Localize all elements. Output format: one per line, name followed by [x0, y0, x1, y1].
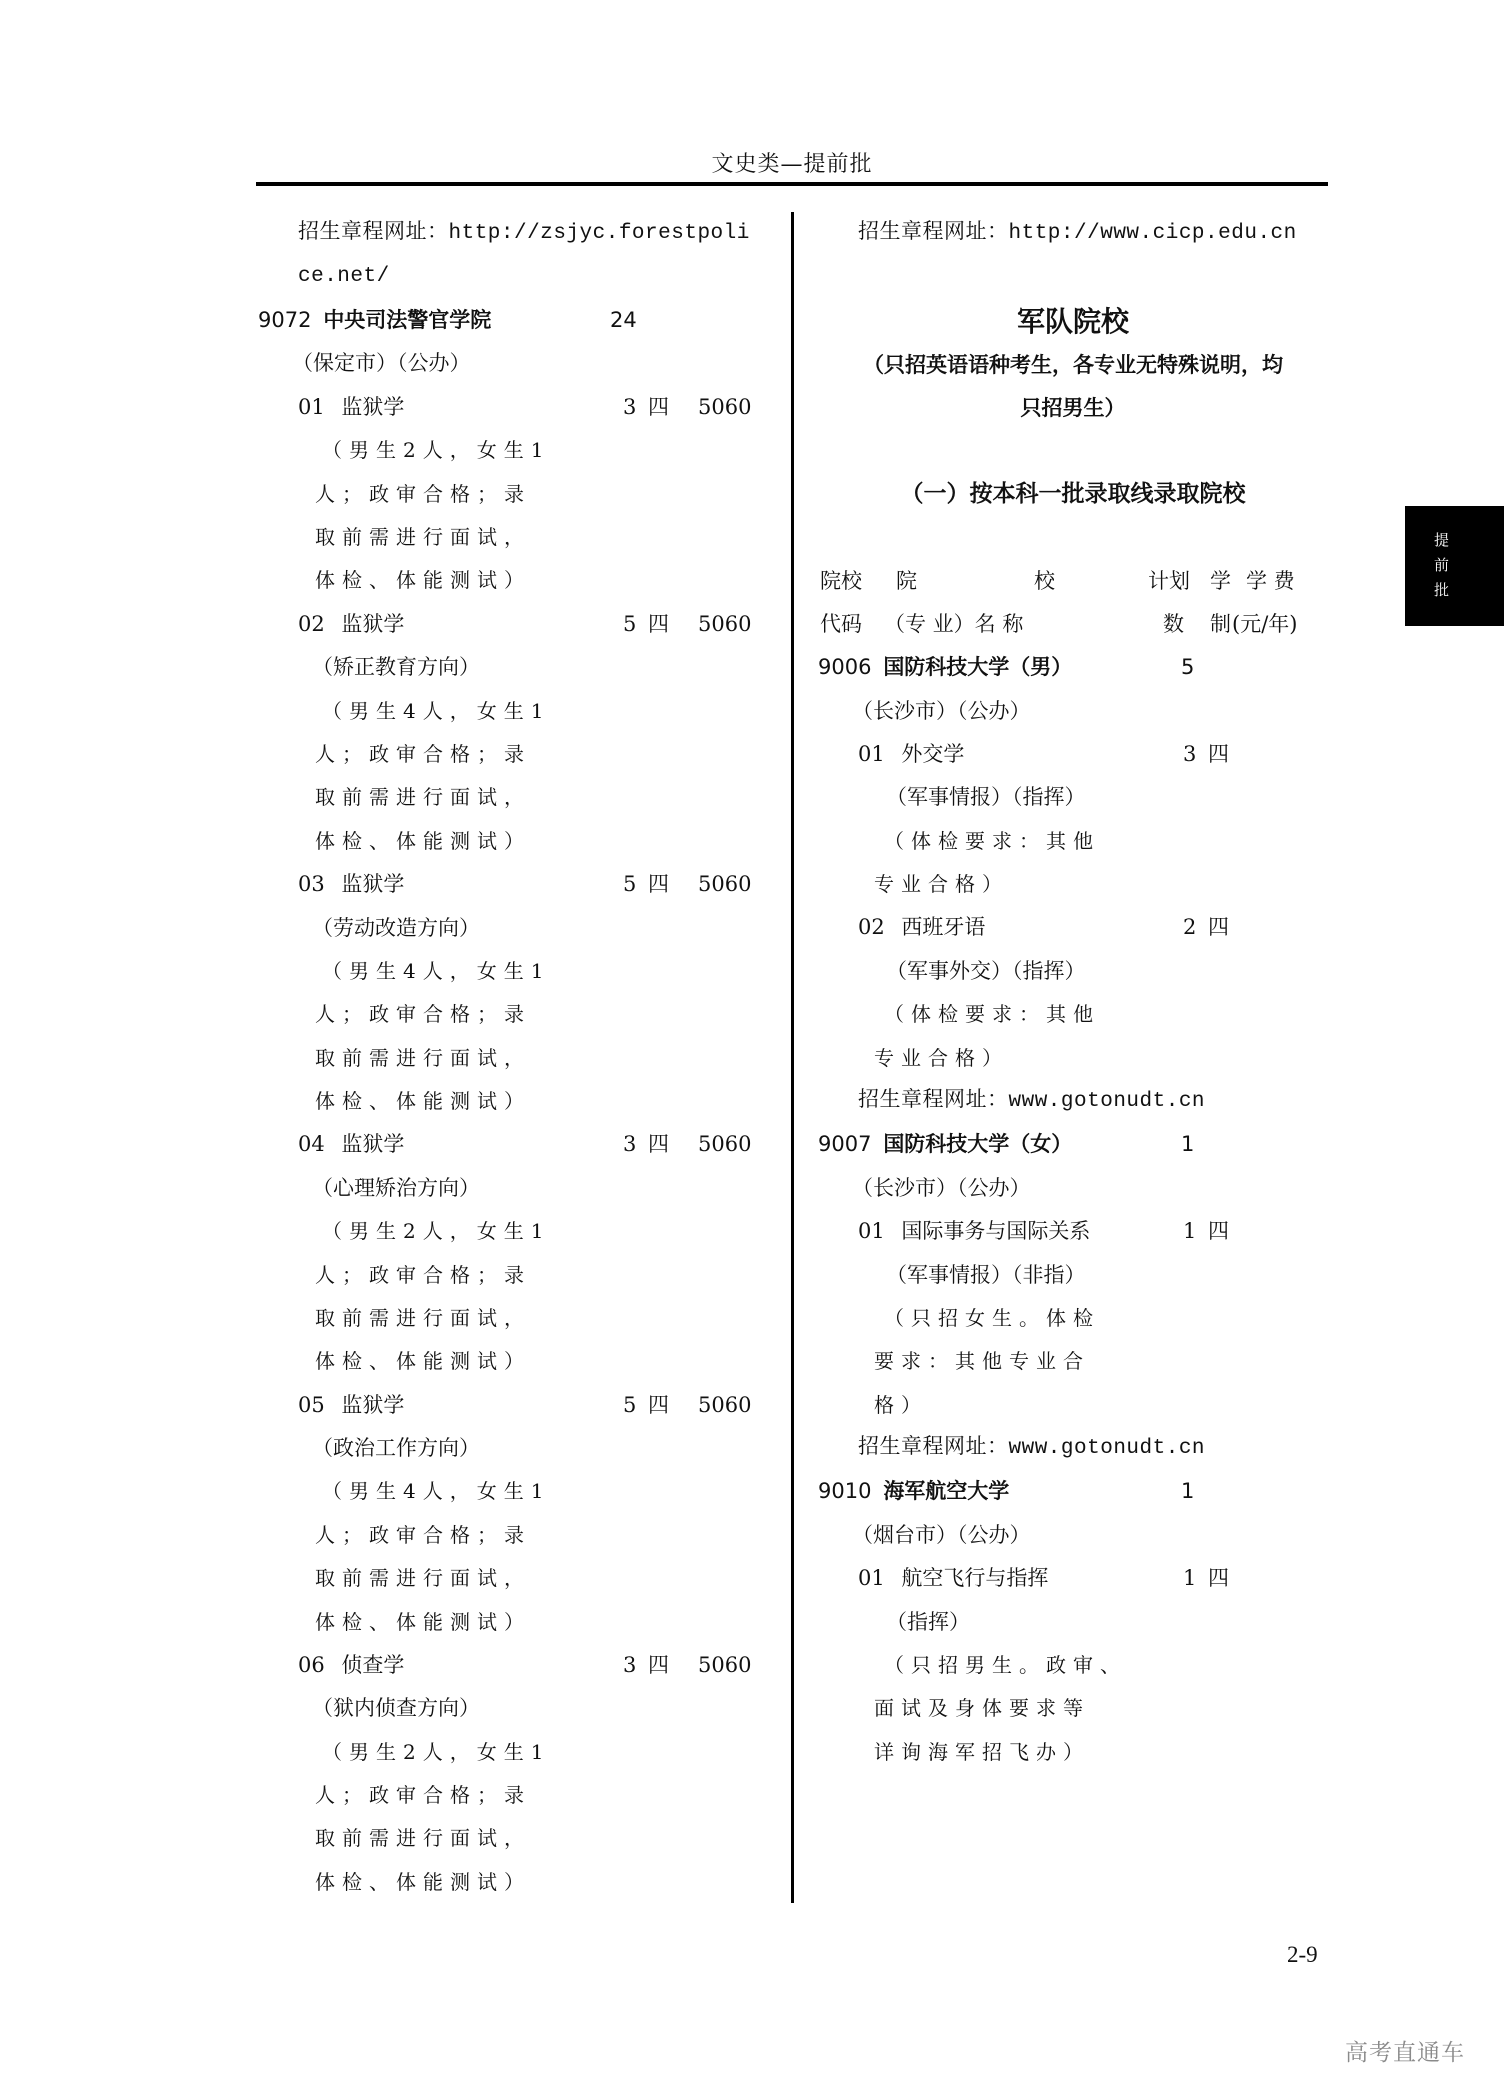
- major-note: 专业合格）: [874, 1046, 1009, 1070]
- major-code: 02: [298, 612, 325, 636]
- major-note: 人；政审合格；录: [315, 1523, 531, 1547]
- institution-name: 国防科技大学（女）: [883, 1132, 1073, 1156]
- section-subtitle: 只招男生）: [1020, 396, 1126, 420]
- major-direction: （狱内侦查方向）: [312, 1696, 480, 1720]
- major-plan: 3: [1183, 742, 1197, 766]
- major-plan: 5: [623, 612, 637, 636]
- major-row: [298, 386, 404, 429]
- major-fee: 5060: [698, 1653, 752, 1677]
- major-plan: 3: [623, 1132, 637, 1156]
- major-name: 监狱学: [341, 1393, 405, 1417]
- major-plan: 2: [1183, 915, 1197, 939]
- major-name: 监狱学: [341, 1132, 405, 1156]
- major-note: 格）: [874, 1393, 928, 1417]
- major-note: 专业合格）: [874, 872, 1009, 896]
- side-tab-char: 提: [1433, 531, 1449, 549]
- major-note: 体检、体能测试）: [315, 568, 531, 592]
- major-note: （男生4人，女生1: [322, 699, 551, 723]
- table-header-name: 院: [896, 569, 917, 593]
- table-header-fee: 学 费: [1246, 569, 1295, 593]
- major-note: 取前需进行面试，: [315, 1046, 531, 1070]
- table-header-code: 院校: [820, 569, 862, 593]
- major-row: [298, 603, 404, 646]
- major-note: 人；政审合格；录: [315, 1263, 531, 1287]
- major-code: 01: [858, 1566, 885, 1590]
- major-direction: （劳动改造方向）: [312, 916, 480, 940]
- major-note: （男生2人，女生1: [322, 438, 551, 462]
- major-direction: （指挥）: [886, 1610, 970, 1634]
- major-plan: 5: [623, 872, 637, 896]
- major-name: 监狱学: [341, 872, 405, 896]
- institution-code: 9072: [258, 308, 312, 332]
- major-note: 详询海军招飞办）: [874, 1740, 1090, 1764]
- major-note: 面试及身体要求等: [874, 1696, 1090, 1720]
- institution-code: 9010: [818, 1479, 872, 1503]
- side-tab-advance-batch: [1405, 506, 1504, 626]
- major-code: 05: [298, 1393, 325, 1417]
- major-name: 监狱学: [341, 612, 405, 636]
- major-direction: （军事情报）（非指）: [886, 1263, 1086, 1287]
- institution-name: 国防科技大学（男）: [883, 655, 1073, 679]
- side-tab-char: 前: [1433, 556, 1449, 574]
- major-plan: 3: [623, 395, 637, 419]
- major-code: 02: [858, 915, 885, 939]
- table-header-name: （专 业）名 称: [884, 612, 1024, 636]
- major-note: 取前需进行面试，: [315, 785, 531, 809]
- major-note: （只招男生。政审、: [884, 1653, 1127, 1677]
- major-years: 四: [648, 612, 669, 636]
- major-note: 要求：其他专业合: [874, 1349, 1090, 1373]
- major-row: [858, 906, 985, 949]
- major-note: 人；政审合格；录: [315, 482, 531, 506]
- major-note: 体检、体能测试）: [315, 1349, 531, 1373]
- major-direction: （心理矫治方向）: [312, 1176, 480, 1200]
- major-note: 取前需进行面试，: [315, 525, 531, 549]
- major-row: [298, 1123, 404, 1166]
- major-years: 四: [648, 395, 669, 419]
- table-header-name: 校: [1034, 569, 1055, 593]
- major-fee: 5060: [698, 872, 752, 896]
- table-header-plan: 数: [1163, 612, 1184, 636]
- major-code: 01: [858, 742, 885, 766]
- table-header-code: 代码: [820, 612, 862, 636]
- admission-url-line: 招生章程网址：http://zsjyc.forestpoli: [298, 222, 750, 245]
- major-name: 西班牙语: [901, 915, 986, 939]
- major-code: 01: [858, 1219, 885, 1243]
- institution-name: 中央司法警官学院: [323, 308, 492, 332]
- major-years: 四: [1208, 742, 1229, 766]
- admission-url-line: 招生章程网址：www.gotonudt.cn: [858, 1090, 1206, 1113]
- major-note: 人；政审合格；录: [315, 1002, 531, 1026]
- institution-location: （长沙市）（公办）: [852, 1176, 1031, 1200]
- institution-name: 海军航空大学: [883, 1479, 1010, 1503]
- major-name: 航空飞行与指挥: [901, 1566, 1049, 1590]
- major-years: 四: [648, 1653, 669, 1677]
- major-note: 体检、体能测试）: [315, 1610, 531, 1634]
- institution-row: [258, 299, 491, 342]
- major-code: 03: [298, 872, 325, 896]
- major-direction: （矫正教育方向）: [312, 655, 480, 679]
- major-note: （体检要求：其他: [884, 829, 1100, 853]
- institution-location: （长沙市）（公办）: [852, 699, 1031, 723]
- major-note: （只招女生。体检: [884, 1306, 1100, 1330]
- major-row: [858, 1210, 1090, 1253]
- institution-plan: 5: [1181, 655, 1195, 679]
- major-row: [298, 1644, 404, 1687]
- section-subtitle: （只招英语语种考生，各专业无特殊说明，均: [863, 353, 1283, 377]
- major-years: 四: [1208, 1219, 1229, 1243]
- major-note: （男生2人，女生1: [322, 1740, 551, 1764]
- major-direction: （军事情报）（指挥）: [886, 785, 1086, 809]
- major-note: 体检、体能测试）: [315, 1089, 531, 1113]
- major-fee: 5060: [698, 612, 752, 636]
- major-note: 体检、体能测试）: [315, 1870, 531, 1894]
- major-code: 01: [298, 395, 325, 419]
- institution-code: 9007: [818, 1132, 872, 1156]
- table-header-years: 制: [1210, 612, 1231, 636]
- major-note: （男生4人，女生1: [322, 959, 551, 983]
- major-code: 06: [298, 1653, 325, 1677]
- major-plan: 1: [1183, 1566, 1197, 1590]
- major-plan: 1: [1183, 1219, 1197, 1243]
- page-number: 2-9: [1287, 1942, 1318, 1967]
- major-years: 四: [648, 1393, 669, 1417]
- major-years: 四: [1208, 915, 1229, 939]
- major-note: 取前需进行面试，: [315, 1566, 531, 1590]
- institution-location: （保定市）（公办）: [292, 351, 471, 375]
- page-header-title: 文史类—提前批: [711, 152, 873, 177]
- admission-url-line: ce.net/: [298, 265, 390, 288]
- major-fee: 5060: [698, 1132, 752, 1156]
- major-years: 四: [1208, 1566, 1229, 1590]
- major-note: （男生2人，女生1: [322, 1219, 551, 1243]
- table-header-plan: 计划: [1148, 569, 1190, 593]
- admission-url-line: 招生章程网址：http://www.cicp.edu.cn: [858, 222, 1297, 245]
- major-note: 人；政审合格；录: [315, 742, 531, 766]
- major-row: [858, 1557, 1048, 1600]
- major-name: 监狱学: [341, 395, 405, 419]
- side-tab-char: 批: [1433, 581, 1449, 599]
- major-row: [298, 863, 404, 906]
- major-name: 侦查学: [341, 1653, 405, 1677]
- major-note: （男生4人，女生1: [322, 1479, 551, 1503]
- institution-row: [818, 1470, 1009, 1513]
- major-name: 外交学: [901, 742, 965, 766]
- major-years: 四: [648, 872, 669, 896]
- major-row: [298, 1384, 404, 1427]
- institution-plan: 1: [1181, 1132, 1195, 1156]
- major-name: 国际事务与国际关系: [901, 1219, 1091, 1243]
- institution-row: [818, 1123, 1072, 1166]
- major-direction: （军事外交）（指挥）: [886, 959, 1086, 983]
- major-plan: 3: [623, 1653, 637, 1677]
- major-fee: 5060: [698, 395, 752, 419]
- major-code: 04: [298, 1132, 325, 1156]
- major-note: 体检、体能测试）: [315, 829, 531, 853]
- major-row: [858, 733, 964, 776]
- institution-plan: 24: [610, 308, 637, 332]
- section-title: 军队院校: [1016, 305, 1129, 338]
- major-note: （体检要求：其他: [884, 1002, 1100, 1026]
- major-direction: （政治工作方向）: [312, 1436, 480, 1460]
- major-fee: 5060: [698, 1393, 752, 1417]
- major-plan: 5: [623, 1393, 637, 1417]
- watermark: 高考直通车: [1345, 2040, 1465, 2066]
- major-note: 人；政审合格；录: [315, 1783, 531, 1807]
- column-divider: [791, 212, 794, 1903]
- subsection-title: （一）按本科一批录取线录取院校: [900, 481, 1246, 507]
- major-note: 取前需进行面试，: [315, 1826, 531, 1850]
- major-years: 四: [648, 1132, 669, 1156]
- institution-code: 9006: [818, 655, 872, 679]
- institution-row: [818, 646, 1072, 689]
- major-note: 取前需进行面试，: [315, 1306, 531, 1330]
- header-rule: [256, 182, 1328, 186]
- institution-plan: 1: [1181, 1479, 1195, 1503]
- table-header-years: 学: [1210, 569, 1231, 593]
- admission-url-line: 招生章程网址：www.gotonudt.cn: [858, 1437, 1206, 1460]
- table-header-fee: (元/年): [1232, 612, 1298, 636]
- institution-location: （烟台市）（公办）: [852, 1523, 1031, 1547]
